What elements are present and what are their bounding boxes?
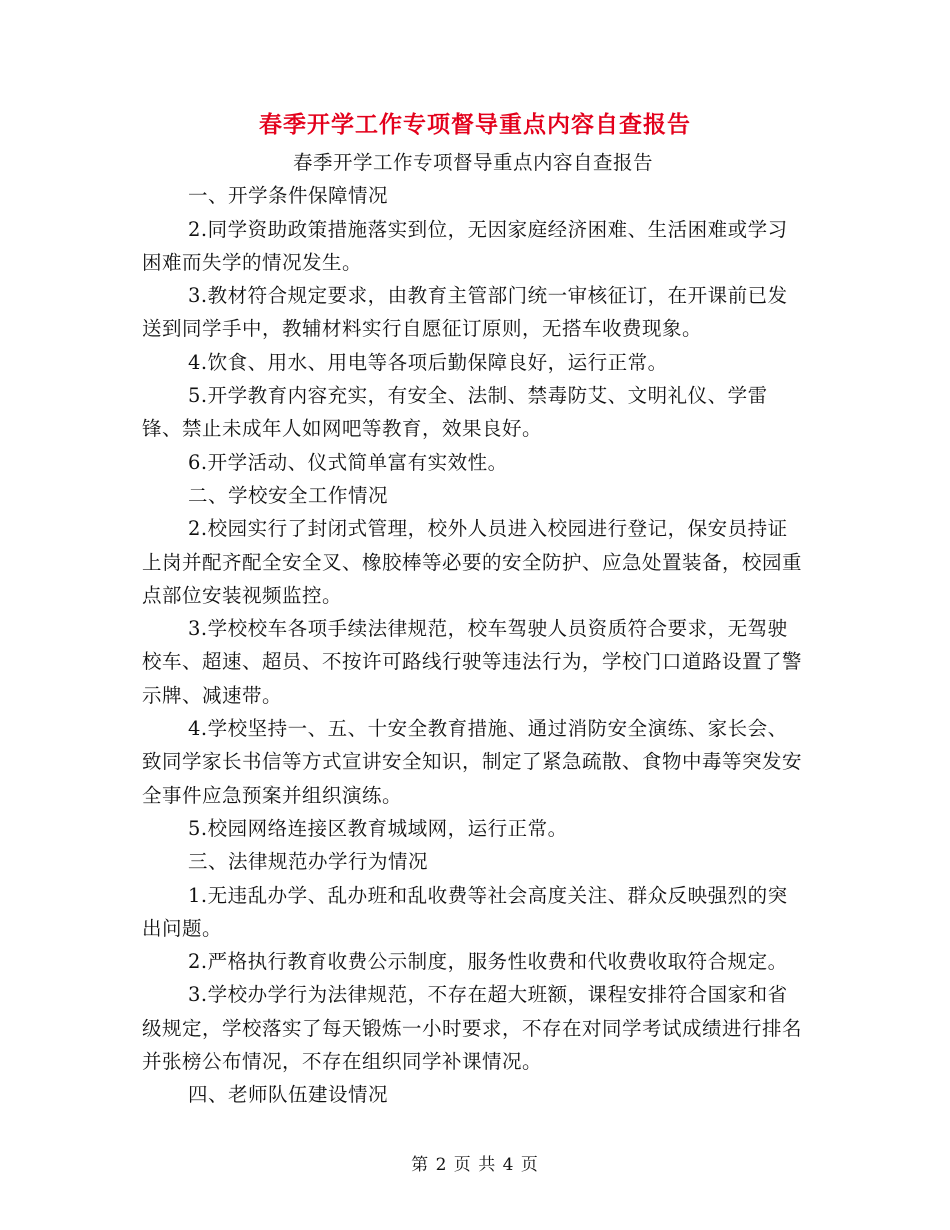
- section-heading-4: 四、老师队伍建设情况: [188, 1083, 389, 1107]
- paragraph: 3.教材符合规定要求，由教育主管部门统一审核征订，在开课前已发送到同学手中，教辅材料实行自愿征订原则，无搭车收费现象。: [142, 284, 788, 341]
- section-heading-3: 三、法律规范办学行为情况: [188, 850, 429, 874]
- paragraph: 4.饮食、用水、用电等各项后勤保障良好，运行正常。: [188, 350, 668, 374]
- paragraph: 1.无违乱办学、乱办班和乱收费等社会高度关注、群众反映强烈的突出问题。: [142, 883, 788, 940]
- paragraph: 6.开学活动、仪式简单富有实效性。: [188, 450, 508, 474]
- paragraph: 2.严格执行教育收费公示制度，服务性收费和代收费收取符合规定。: [188, 950, 788, 974]
- document-body: [142, 146, 804, 1112]
- paragraph: 4.学校坚持一、五、十安全教育措施、通过消防安全演练、家长会、致同学家长书信等方式宣讲安全知识，制定了紧急疏散、食物中毒等突发安全事件应急预案并组织演练。: [142, 717, 803, 807]
- page-footer: 第 2 页 共 4 页: [411, 1155, 539, 1175]
- paragraph: 2.同学资助政策措施落实到位，无因家庭经济困难、生活困难或学习困难而失学的情况发生。: [142, 217, 788, 274]
- document-subtitle: 春季开学工作专项督导重点内容自查报告: [292, 151, 653, 174]
- paragraph: 2.校园实行了封闭式管理，校外人员进入校园进行登记，保安员持证上岗并配齐配全安全叉、橡胶棒等必要的安全防护、应急处置装备，校园重点部位安装视频监控。: [142, 517, 803, 607]
- section-heading-1: 一、开学条件保障情况: [188, 184, 389, 208]
- paragraph: 3.学校办学行为法律规范，不存在超大班额，课程安排符合国家和省级规定，学校落实了每天锻炼一小时要求，不存在对同学考试成绩进行排名并张榜公布情况，不存在组织同学补课情况。: [142, 983, 803, 1074]
- document-title: 春季开学工作专项督导重点内容自查报告: [259, 111, 691, 138]
- section-heading-2: 二、学校安全工作情况: [188, 483, 389, 507]
- paragraph: 5.校园网络连接区教育城域网，运行正常。: [188, 816, 568, 840]
- paragraph: 5.开学教育内容充实，有安全、法制、禁毒防艾、文明礼仪、学雷锋、禁止未成年人如网吧等教育，效果良好。: [142, 384, 768, 441]
- paragraph: 3.学校校车各项手续法律规范，校车驾驶人员资质符合要求，无驾驶校车、超速、超员、不按许可路线行驶等违法行为，学校门口道路设置了警示牌、减速带。: [142, 617, 803, 707]
